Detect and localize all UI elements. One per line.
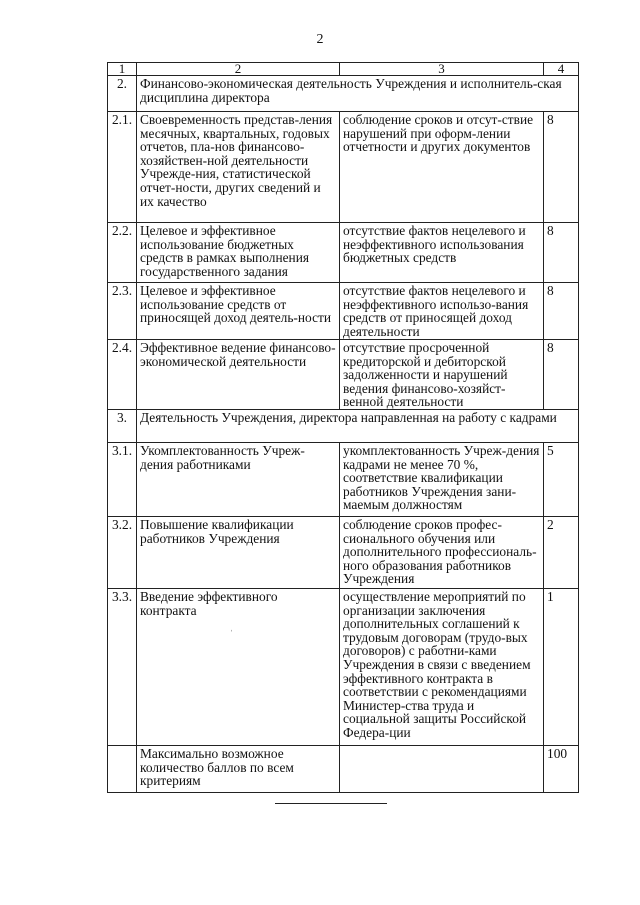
criterion-text: Укомплектованность Учреж-дения работниками [137,442,340,516]
indicator-text: укомплектованность Учреж-дения кадрами не менее 70 %, соответствие квалификации работников Учреждения зани-маемым должностям [340,442,544,516]
criterion-text: Целевое и эффективное использование средств от приносящей доход деятель-ности [137,283,340,340]
row-number: 2.2. [108,223,137,283]
indicator-text: отсутствие просроченной кредиторской и дебиторской задолженности и нарушений ведения финансово-хозяйст-венной деятельности [340,340,544,410]
row-number: 2.1. [108,112,137,223]
table-row [108,112,579,223]
criterion-text: Своевременность представ-ления месячных, квартальных, годовых отчетов, пла-нов финансово-хозяйствен-ной деятельности Учрежде-ния, статистической отчет-ности, других сведений и их качество [137,112,340,223]
header-col-1: 1 [108,63,137,76]
section-row [108,76,579,112]
criterion-text: Повышение квалификации работников Учреждения [137,516,340,588]
section-title: Финансово-экономическая деятельность Учреждения и исполнитель-ская дисциплина директора [137,76,579,112]
section-number: 2. [108,76,137,112]
criterion-text: Введение эффективного контракта [137,588,340,745]
section-title: Деятельность Учреждения, директора направленная на работу с кадрами [137,409,579,442]
table-row [108,442,579,516]
score-value: 5 [544,442,579,516]
row-number: 2.3. [108,283,137,340]
criterion-text: Целевое и эффективное использование бюджетных средств в рамках выполнения государственного задания [137,223,340,283]
row-number: 2.4. [108,340,137,410]
table-row [108,283,579,340]
header-row [108,63,579,76]
total-label: Максимально возможное количество баллов по всем критериям [137,745,340,792]
score-value: 2 [544,516,579,588]
table-row [108,223,579,283]
row-number: 3.1. [108,442,137,516]
score-value: 8 [544,340,579,410]
indicator-text: осуществление мероприятий по организации заключения дополнительных соглашений к трудовым договорам (трудо-вых договоров) с работни-ками Учреждения в связи с введением эффективного контракта в соответствии с рекомендациями Министер-ства труда и социальной защиты Российской Федера-ции [340,588,544,745]
indicator-text: отсутствие фактов нецелевого и неэффективного использования бюджетных средств [340,223,544,283]
total-empty-cell [340,745,544,792]
table-row [108,516,579,588]
score-value: 8 [544,112,579,223]
table-row [108,588,579,745]
page-number: 2 [316,32,324,47]
score-value: 8 [544,223,579,283]
indicator-text: отсутствие фактов нецелевого и неэффективного использо-вания средств от приносящей доход деятельности [340,283,544,340]
criteria-table [107,62,579,793]
header-col-3: 3 [340,63,544,76]
indicator-text: соблюдение сроков профес-сионального обучения или дополнительного профессиональ-ного образования работников Учреждения [340,516,544,588]
total-number-cell [108,745,137,792]
scan-speck: ˈ [230,629,234,640]
header-col-4: 4 [544,63,579,76]
footer-rule [275,803,387,804]
total-row [108,745,579,792]
section-number: 3. [108,409,137,442]
score-value: 1 [544,588,579,745]
criterion-text: Эффективное ведение финансово-экономической деятельности [137,340,340,410]
table-row [108,340,579,410]
score-value: 8 [544,283,579,340]
section-row [108,409,579,442]
row-number: 3.2. [108,516,137,588]
row-number: 3.3. [108,588,137,745]
header-col-2: 2 [137,63,340,76]
indicator-text: соблюдение сроков и отсут-ствие нарушений при оформ-лении отчетности и других документов [340,112,544,223]
total-score: 100 [544,745,579,792]
